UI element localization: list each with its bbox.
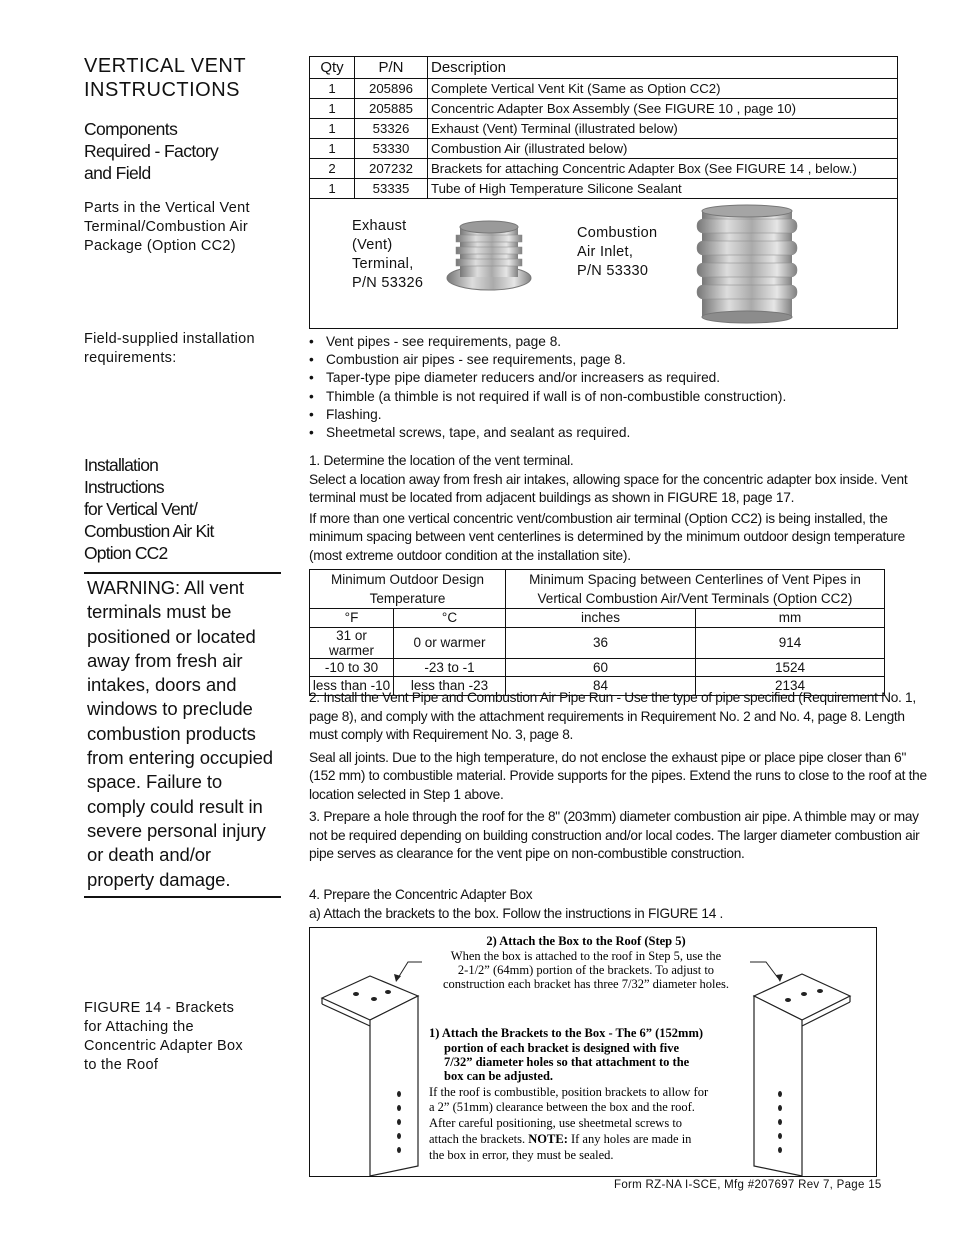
pn-cell: 53326 — [355, 119, 428, 139]
description-header: Description — [428, 57, 898, 79]
table-row — [310, 79, 898, 99]
mm-header: mm — [696, 609, 885, 628]
left-bracket — [322, 976, 418, 1176]
table-row — [310, 119, 898, 139]
heading-line: INSTRUCTIONS — [84, 79, 240, 101]
fig-step2-line: When the box is attached to the roof in Step 5, use the — [450, 949, 722, 963]
heading-line: for Vertical Vent/ — [84, 499, 198, 519]
spacing-header: Minimum Spacing between Centerlines of Vent Pipes in Vertical Combustion Air/Vent Terminals (Option CC2) — [506, 570, 885, 609]
components-heading — [84, 118, 284, 184]
temperature-header: Minimum Outdoor Design Temperature — [310, 570, 506, 609]
fig-step1-line: box can be adjusted. — [444, 1069, 554, 1083]
bracket-diagram — [310, 928, 876, 1176]
step1-text2: If more than one vertical concentric vent/combustion air terminal (Option CC2) is being installed, the minimum spacing between vent centerlines is determined by the minimum outdoor design temperature (most extreme outdoor condition at the installation site). — [309, 510, 906, 563]
arrow-head-icon — [776, 974, 783, 982]
list-item: • Vent pipes - see requirements, page 8. — [309, 334, 562, 349]
list-item: • Combustion air pipes - see requirements, page 8. — [309, 352, 626, 368]
label-line: Air Inlet, — [577, 244, 634, 260]
heading-line: Components — [84, 119, 178, 139]
label-line: Exhaust — [352, 218, 407, 234]
description-cell: Concentric Adapter Box Assembly (See FIGURE 10 , page 10) — [428, 99, 898, 119]
heading-line: Instructions — [84, 477, 164, 497]
inches-header: inches — [506, 609, 696, 628]
combustion-label — [577, 224, 657, 281]
table-row — [310, 179, 898, 199]
page-footer: Form RZ-NA I-SCE, Mfg #207697 Rev 7, Page 15 — [614, 1179, 882, 1191]
fig-note-line: If the roof is combustible, position brackets to allow for — [429, 1085, 709, 1099]
heading-line: VERTICAL VENT — [84, 55, 247, 77]
heading-line: Combustion Air Kit — [84, 521, 214, 541]
right-bracket — [754, 974, 850, 1176]
description-cell: Tube of High Temperature Silicone Sealant — [428, 179, 898, 199]
warning-box: WARNING: All vent terminals must be positioned or located away from fresh air intakes, doors and windows to preclude combustion products from entering occupied space. Failure to comply could result in severe personal injury or death and/or property damage. — [84, 572, 281, 898]
list-item-text: Flashing. — [326, 406, 382, 422]
list-item: • Flashing. — [309, 406, 382, 422]
page-heading — [84, 54, 284, 102]
pn-cell: 53335 — [355, 179, 428, 199]
description-cell: Combustion Air (illustrated below) — [428, 139, 898, 159]
label-line: Combustion — [577, 225, 658, 241]
heading-line: Required - Factory — [84, 141, 219, 161]
table-header-row — [310, 57, 898, 79]
qty-cell: 1 — [310, 179, 355, 199]
fig-step1-line: 1) Attach the Brackets to the Box - The 6” (152mm) — [429, 1026, 704, 1040]
table-row — [310, 139, 898, 159]
caption-line: requirements: — [84, 350, 177, 366]
step3: 3. Prepare a hole through the roof for the 8" (203mm) diameter combustion air pipe. A thimble may or may not be required depending on building construction and/or local codes. The larger diameter combustion air pipe serves as clearance for the vent pipe on non-combustible construction. — [309, 809, 920, 862]
table-cell: 31 or warmer — [310, 627, 394, 658]
figure-14 — [309, 927, 877, 1177]
step2 — [309, 689, 934, 805]
list-item-text: Sheetmetal screws, tape, and sealant as required. — [326, 425, 631, 441]
caption-line: Concentric Adapter Box — [84, 1038, 243, 1054]
fahrenheit-header: °F — [310, 609, 394, 628]
table-cell: less than -23 — [394, 677, 506, 696]
exhaust-terminal-image — [444, 215, 534, 293]
spacing-table — [309, 569, 885, 696]
list-item: • Sheetmetal screws, tape, and sealant as required. — [309, 425, 631, 441]
table-cell: -23 to -1 — [394, 658, 506, 677]
fig-note-line: After careful positioning, use sheetmetal screws to — [429, 1116, 683, 1130]
caption-line: FIGURE 14 - Brackets — [84, 1000, 235, 1016]
step2-text: 2. Install the Vent Pipe and Combustion Air Pipe Run - Use the type of pipe specified (Requirement No. 1, page 8), and comply with the attachment requirements in Requirement No. 2 and No. 4, page 8. Length must comply with Requirement No. 3, page 8. — [309, 690, 916, 743]
step4 — [309, 886, 934, 923]
exhaust-label — [352, 217, 423, 293]
step2-text2: Seal all joints. Due to the high temperature, do not enclose the exhaust pipe or place pipe closer than 6" (152 mm) to combustible material. Provide supports for the pipes. Extend the runs to close to the roof at the location selected in Step 1 above. — [309, 749, 927, 802]
install-heading — [84, 454, 284, 564]
qty-cell: 1 — [310, 119, 355, 139]
table-row — [310, 658, 885, 677]
parts-table — [309, 56, 898, 199]
heading-line: and Field — [84, 163, 151, 183]
fig-note-line: the box in error, they must be sealed. — [429, 1148, 614, 1162]
step1 — [309, 452, 934, 566]
fig-step1-line: portion of each bracket is designed with five — [444, 1041, 680, 1055]
celsius-header: °C — [394, 609, 506, 628]
fig-note-line: a 2” (51mm) clearance between the box and the roof. — [429, 1100, 695, 1114]
qty-cell: 1 — [310, 139, 355, 159]
step4-title: 4. Prepare the Concentric Adapter Box — [309, 887, 533, 902]
step1-title: 1. Determine the location of the vent terminal. — [309, 453, 574, 468]
list-item-text: Taper-type pipe diameter reducers and/or increasers as required. — [326, 370, 721, 386]
field-supplied-list — [309, 333, 929, 442]
table-subheader-row — [310, 609, 885, 628]
list-item-text: Combustion air pipes - see requirements, page 8. — [326, 352, 626, 368]
caption-line: Parts in the Vertical Vent — [84, 200, 250, 216]
qty-cell: 2 — [310, 159, 355, 179]
heading-line: Installation — [84, 455, 159, 475]
fig-step2-title: 2) Attach the Box to the Roof (Step 5) — [486, 934, 686, 948]
fig-step2-line: 2-1/2” (64mm) portion of the brackets. To adjust to — [457, 963, 715, 977]
qty-cell: 1 — [310, 99, 355, 119]
pn-cell: 53330 — [355, 139, 428, 159]
table-cell: 1524 — [696, 658, 885, 677]
label-line: Terminal, — [352, 256, 414, 272]
table-header-row — [310, 570, 885, 609]
table-cell: 2134 — [696, 677, 885, 696]
table-cell: 84 — [506, 677, 696, 696]
parts-caption — [84, 199, 294, 256]
list-item: • Thimble (a thimble is not required if wall is of non-combustible construction). — [309, 388, 787, 404]
table-cell: 914 — [696, 627, 885, 658]
caption-line: for Attaching the — [84, 1019, 194, 1035]
table-cell: -10 to 30 — [310, 658, 394, 677]
pn-cell: 207232 — [355, 159, 428, 179]
caption-line: Field-supplied installation — [84, 331, 255, 347]
list-item: • Taper-type pipe diameter reducers and/or increasers as required. — [309, 370, 721, 386]
fig-note-part: If any holes are made in — [567, 1132, 692, 1146]
label-line: P/N 53326 — [352, 275, 424, 291]
fig-step1-line: 7/32” diameter holes so that attachment to the — [444, 1055, 690, 1069]
pn-cell: 205885 — [355, 99, 428, 119]
label-line: (Vent) — [352, 237, 393, 253]
caption-line: Package (Option CC2) — [84, 238, 236, 254]
description-cell: Brackets for attaching Concentric Adapter Box (See FIGURE 14 , below.) — [428, 159, 898, 179]
table-cell: 60 — [506, 658, 696, 677]
figure-caption — [84, 999, 294, 1075]
list-item-text: Vent pipes - see requirements, page 8. — [326, 334, 562, 349]
table-row — [310, 159, 898, 179]
combustion-air-inlet-image — [692, 203, 802, 325]
description-cell: Exhaust (Vent) Terminal (illustrated below) — [428, 119, 898, 139]
fig-note-line — [429, 1132, 692, 1146]
table-cell: less than -10 — [310, 677, 394, 696]
qty-header: Qty — [310, 57, 355, 79]
fig-note-bold: NOTE: — [528, 1132, 568, 1146]
terminal-images-panel — [309, 197, 898, 329]
caption-line: Terminal/Combustion Air — [84, 219, 249, 235]
fig-note-part: attach the brackets. — [429, 1132, 529, 1146]
field-caption — [84, 330, 294, 368]
description-cell: Complete Vertical Vent Kit (Same as Option CC2) — [428, 79, 898, 99]
table-row — [310, 99, 898, 119]
table-cell: 36 — [506, 627, 696, 658]
step1-text: Select a location away from fresh air intakes, allowing space for the concentric adapter box inside. Vent terminal must be located from adjacent buildings as shown in FIGURE 18, page 17. — [309, 471, 908, 506]
table-cell: 0 or warmer — [394, 627, 506, 658]
fig-step2-line: construction each bracket has three 7/32” diameter holes. — [443, 977, 729, 991]
heading-line: Option CC2 — [84, 543, 168, 563]
pn-header: P/N — [355, 57, 428, 79]
label-line: P/N 53330 — [577, 263, 649, 279]
list-item-text: Thimble (a thimble is not required if wall is of non-combustible construction). — [326, 388, 787, 404]
step4-text: a) Attach the brackets to the box. Follow the instructions in FIGURE 14 . — [309, 905, 724, 921]
table-row — [310, 627, 885, 658]
qty-cell: 1 — [310, 79, 355, 99]
pn-cell: 205896 — [355, 79, 428, 99]
caption-line: to the Roof — [84, 1057, 159, 1073]
